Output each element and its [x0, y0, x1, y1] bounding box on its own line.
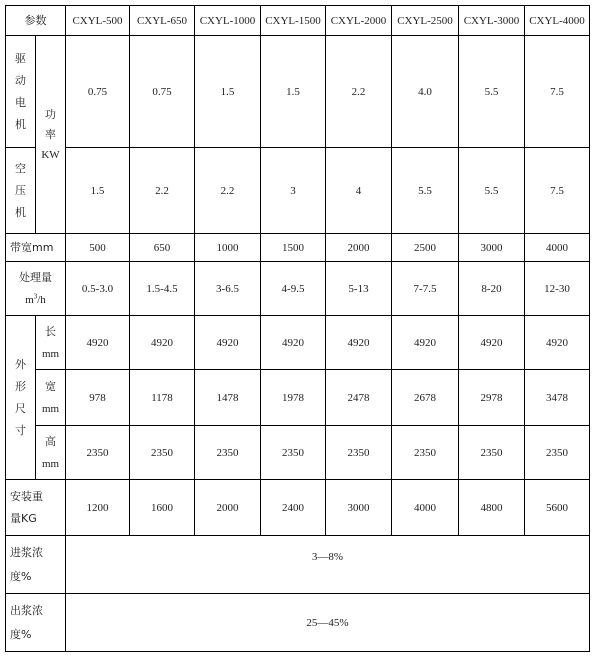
- belt-width-row: [6, 234, 590, 262]
- power-label: 功 率 KW: [36, 36, 66, 234]
- inlet-row: [6, 536, 590, 594]
- drive-power-value: 1.5: [261, 36, 326, 148]
- capacity-row: [6, 262, 590, 316]
- belt-width-value: 1500: [261, 234, 326, 262]
- width-value: 978: [66, 370, 130, 426]
- height-value: 2350: [261, 426, 326, 480]
- length-row: [6, 316, 590, 370]
- capacity-value: 5-13: [326, 262, 392, 316]
- weight-value: 2400: [261, 480, 326, 536]
- belt-width-label: 带宽mm: [6, 234, 66, 262]
- width-value: 3478: [525, 370, 590, 426]
- compressor-label: 空 压 机: [6, 148, 36, 234]
- length-value: 4920: [66, 316, 130, 370]
- height-value: 2350: [459, 426, 525, 480]
- weight-value: 4000: [392, 480, 459, 536]
- drive-power-value: 2.2: [326, 36, 392, 148]
- outlet-value: 25—45%: [66, 594, 590, 652]
- inlet-value: 3—8%: [66, 536, 590, 594]
- width-row: [6, 370, 590, 426]
- capacity-label: 处理量 $m^3/h$: [6, 262, 66, 316]
- capacity-value: 8-20: [459, 262, 525, 316]
- drive-power-value: 4.0: [392, 36, 459, 148]
- capacity-value: 3-6.5: [195, 262, 261, 316]
- compressor-value: 4: [326, 148, 392, 234]
- compressor-value: 2.2: [195, 148, 261, 234]
- drive-power-value: 0.75: [66, 36, 130, 148]
- width-label: 宽 mm: [36, 370, 66, 426]
- width-value: 1178: [130, 370, 195, 426]
- weight-value: 1200: [66, 480, 130, 536]
- drive-power-value: 0.75: [130, 36, 195, 148]
- width-value: 1978: [261, 370, 326, 426]
- height-value: 2350: [326, 426, 392, 480]
- compressor-value: 3: [261, 148, 326, 234]
- spec-table: [5, 5, 590, 652]
- drive-power-value: 5.5: [459, 36, 525, 148]
- weight-value: 4800: [459, 480, 525, 536]
- weight-value: 1600: [130, 480, 195, 536]
- weight-value: 5600: [525, 480, 590, 536]
- length-value: 4920: [392, 316, 459, 370]
- header-row: [6, 6, 590, 36]
- model-header: CXYL-4000: [525, 6, 590, 36]
- belt-width-value: 500: [66, 234, 130, 262]
- compressor-value: 1.5: [66, 148, 130, 234]
- param-header: 参数: [6, 6, 66, 36]
- height-value: 2350: [195, 426, 261, 480]
- dimensions-label: 外 形 尺 寸: [6, 316, 36, 480]
- weight-value: 3000: [326, 480, 392, 536]
- belt-width-value: 4000: [525, 234, 590, 262]
- height-value: 2350: [525, 426, 590, 480]
- height-value: 2350: [130, 426, 195, 480]
- weight-label: 安装重 量KG: [6, 480, 66, 536]
- capacity-value: 4-9.5: [261, 262, 326, 316]
- belt-width-value: 2500: [392, 234, 459, 262]
- compressor-value: 2.2: [130, 148, 195, 234]
- model-header: CXYL-1500: [261, 6, 326, 36]
- model-header: CXYL-2000: [326, 6, 392, 36]
- length-value: 4920: [525, 316, 590, 370]
- capacity-value: 1.5-4.5: [130, 262, 195, 316]
- compressor-row: [6, 148, 590, 234]
- width-value: 1478: [195, 370, 261, 426]
- length-value: 4920: [130, 316, 195, 370]
- outlet-row: [6, 594, 590, 652]
- height-value: 2350: [392, 426, 459, 480]
- model-header: CXYL-3000: [459, 6, 525, 36]
- compressor-value: 5.5: [392, 148, 459, 234]
- compressor-value: 5.5: [459, 148, 525, 234]
- drive-motor-row: [6, 36, 590, 148]
- compressor-value: 7.5: [525, 148, 590, 234]
- length-label: 长 mm: [36, 316, 66, 370]
- width-value: 2678: [392, 370, 459, 426]
- length-value: 4920: [326, 316, 392, 370]
- drive-power-value: 7.5: [525, 36, 590, 148]
- capacity-value: 7-7.5: [392, 262, 459, 316]
- drive-motor-label: 驱 动 电 机: [6, 36, 36, 148]
- belt-width-value: 3000: [459, 234, 525, 262]
- belt-width-value: 650: [130, 234, 195, 262]
- length-value: 4920: [459, 316, 525, 370]
- outlet-label: 出浆浓 度%: [6, 594, 66, 652]
- weight-row: [6, 480, 590, 536]
- inlet-label: 进浆浓 度%: [6, 536, 66, 594]
- model-header: CXYL-2500: [392, 6, 459, 36]
- model-header: CXYL-500: [66, 6, 130, 36]
- model-header: CXYL-1000: [195, 6, 261, 36]
- height-value: 2350: [66, 426, 130, 480]
- width-value: 2478: [326, 370, 392, 426]
- belt-width-value: 2000: [326, 234, 392, 262]
- capacity-value: 12-30: [525, 262, 590, 316]
- weight-value: 2000: [195, 480, 261, 536]
- height-label: 高 mm: [36, 426, 66, 480]
- width-value: 2978: [459, 370, 525, 426]
- model-header: CXYL-650: [130, 6, 195, 36]
- length-value: 4920: [261, 316, 326, 370]
- height-row: [6, 426, 590, 480]
- belt-width-value: 1000: [195, 234, 261, 262]
- drive-power-value: 1.5: [195, 36, 261, 148]
- capacity-value: 0.5-3.0: [66, 262, 130, 316]
- length-value: 4920: [195, 316, 261, 370]
